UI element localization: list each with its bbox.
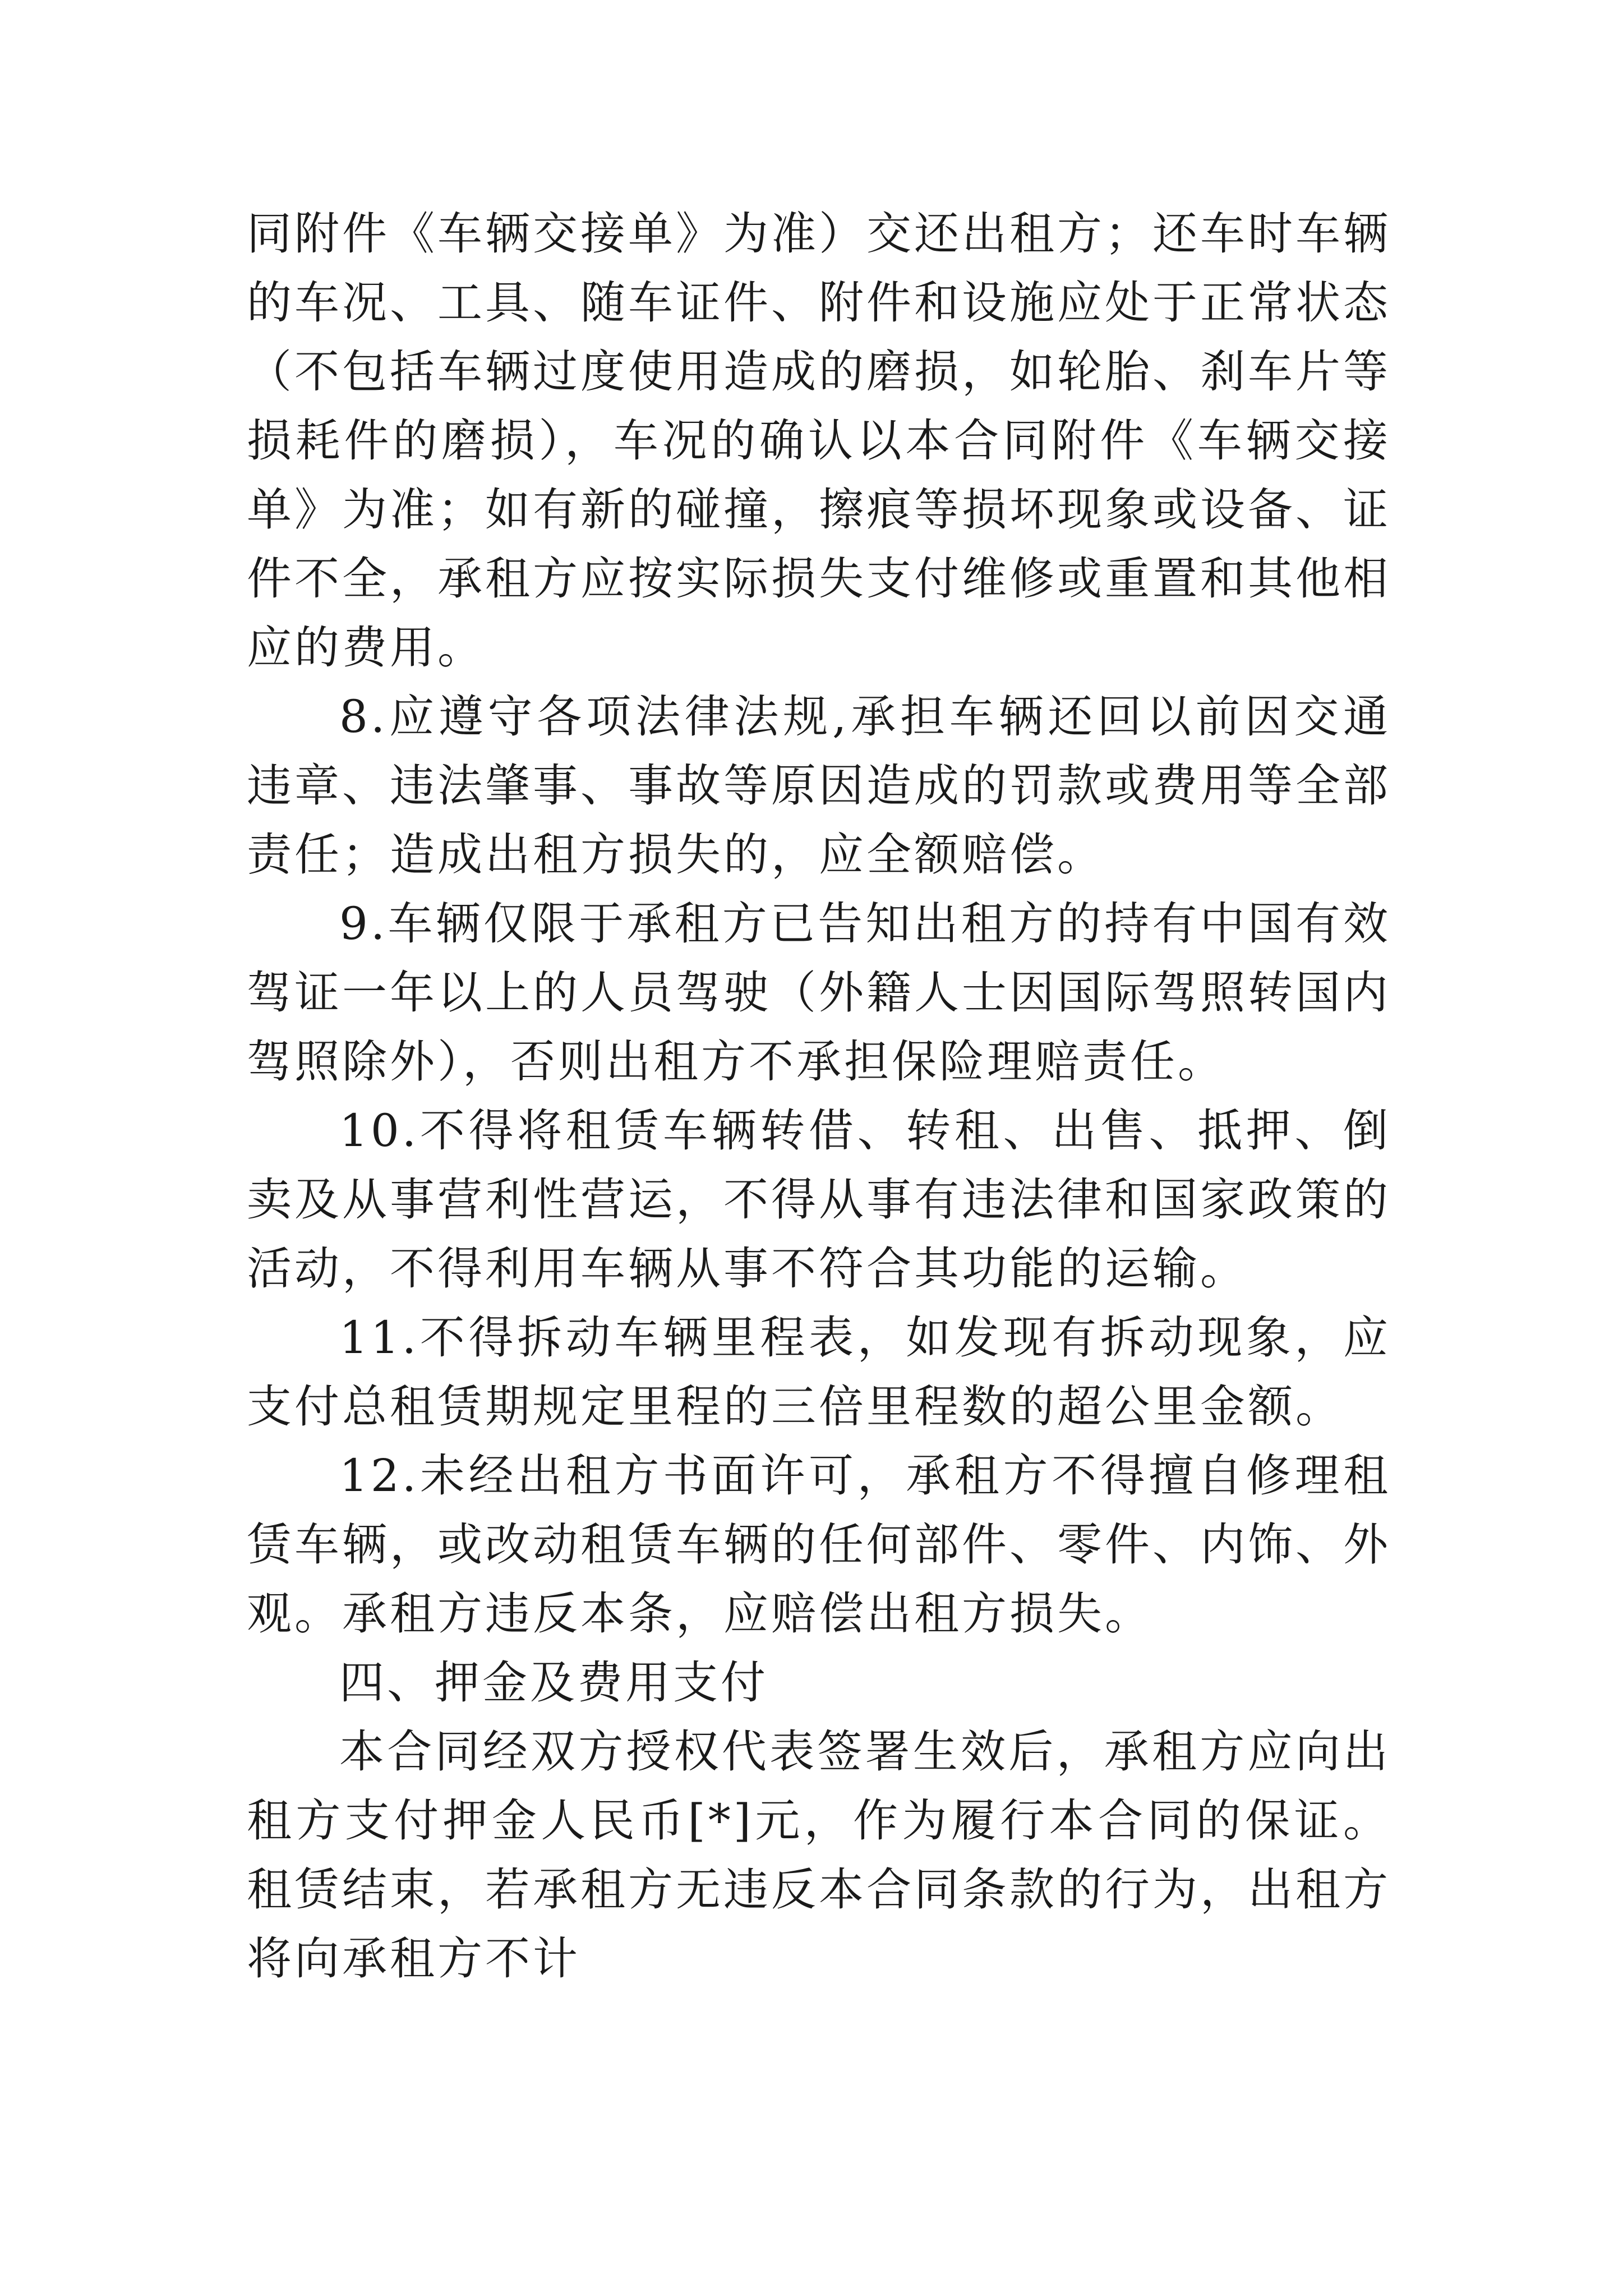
paragraph-continuation: 同附件《车辆交接单》为准）交还出租方；还车时车辆的车况、工具、随车证件、附件和设施应处于正常状态（不包括车辆过度使用造成的磨损，如轮胎、刹车片等损耗件的磨损），车况的确认以本合同附件《车辆交接单》为准；如有新的碰撞，擦痕等损坏现象或设备、证件不全，承租方应按实际损失支付维修或重置和其他相应的费用。 bbox=[247, 208, 1391, 674]
clause-11: 11.不得拆动车辆里程表，如发现有拆动现象，应支付总租赁期规定里程的三倍里程数的超公里金额。 bbox=[247, 1312, 1391, 1433]
clause-8: 8.应遵守各项法律法规,承担车辆还回以前因交通违章、违法肇事、事故等原因造成的罚款或费用等全部责任；造成出租方损失的，应全额赔偿。 bbox=[247, 691, 1391, 881]
deposit-paragraph: 本合同经双方授权代表签署生效后，承租方应向出租方支付押金人民币[*]元，作为履行本合同的保证。租赁结束，若承租方无违反本合同条款的行为，出租方将向承租方不计 bbox=[247, 1726, 1391, 1985]
document-body bbox=[247, 199, 1391, 1993]
section-heading-deposit: 四、押金及费用支付 bbox=[339, 1657, 768, 1709]
clause-12: 12.未经出租方书面许可，承租方不得擅自修理租赁车辆，或改动租赁车辆的任何部件、零件、内饰、外观。承租方违反本条，应赔偿出租方损失。 bbox=[247, 1450, 1391, 1640]
clause-10: 10.不得将租赁车辆转借、转租、出售、抵押、倒卖及从事营利性营运，不得从事有违法律和国家政策的活动，不得利用车辆从事不符合其功能的运输。 bbox=[247, 1105, 1391, 1295]
clause-9: 9.车辆仅限于承租方已告知出租方的持有中国有效驾证一年以上的人员驾驶（外籍人士因国际驾照转国内驾照除外），否则出租方不承担保险理赔责任。 bbox=[247, 898, 1391, 1088]
